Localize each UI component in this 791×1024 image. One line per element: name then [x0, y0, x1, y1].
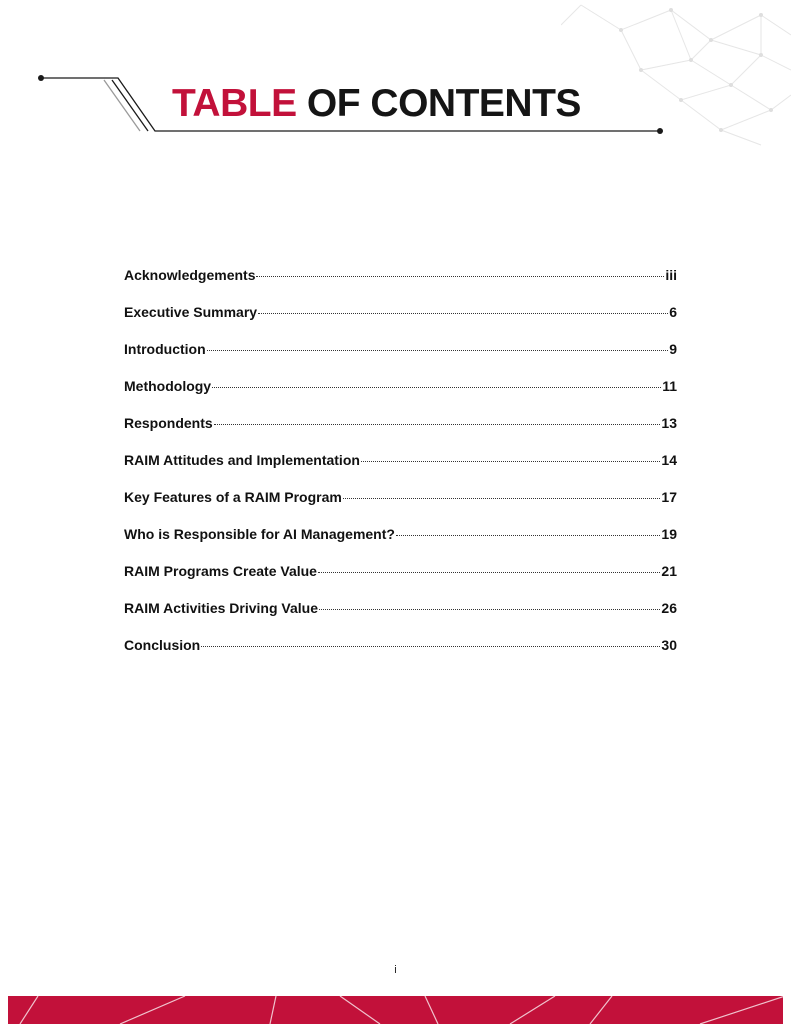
toc-entry-raim-activities[interactable] — [124, 600, 677, 637]
toc-entry-methodology[interactable] — [124, 378, 677, 415]
toc-page: 30 — [661, 637, 677, 653]
dot-leader — [212, 387, 661, 388]
toc-page: 13 — [661, 415, 677, 431]
toc-page: 21 — [661, 563, 677, 579]
dot-leader — [214, 424, 661, 425]
footer-band — [0, 996, 791, 1024]
title-accent: TABLE — [172, 82, 297, 125]
dot-leader — [361, 461, 660, 462]
dot-leader — [256, 276, 664, 277]
toc-page: 14 — [661, 452, 677, 468]
toc-entry-introduction[interactable] — [124, 341, 677, 378]
dot-leader — [258, 313, 668, 314]
toc-label: Methodology — [124, 378, 212, 394]
toc-label: Who is Responsible for AI Management? — [124, 526, 395, 542]
dot-leader — [207, 350, 669, 351]
dot-leader — [318, 572, 660, 573]
toc-entry-executive-summary[interactable] — [124, 304, 677, 341]
toc-label: RAIM Programs Create Value — [124, 563, 317, 579]
dot-leader — [201, 646, 660, 647]
toc-label: Acknowledgements — [124, 267, 256, 283]
page-title — [172, 80, 581, 128]
title-rest: OF CONTENTS — [296, 82, 581, 125]
toc-entry-conclusion[interactable] — [124, 637, 677, 674]
toc-page: 26 — [661, 600, 677, 616]
toc-page: 6 — [669, 304, 677, 320]
toc-entry-who-is-responsible[interactable] — [124, 526, 677, 563]
dot-leader — [343, 498, 661, 499]
dot-leader — [396, 535, 660, 536]
toc-label: RAIM Activities Driving Value — [124, 600, 318, 616]
toc-entry-key-features[interactable] — [124, 489, 677, 526]
toc-label: RAIM Attitudes and Implementation — [124, 452, 360, 468]
toc-page: 19 — [661, 526, 677, 542]
toc-page: 17 — [661, 489, 677, 505]
table-of-contents — [124, 267, 677, 674]
toc-label: Executive Summary — [124, 304, 258, 320]
toc-entry-acknowledgements[interactable] — [124, 267, 677, 304]
toc-entry-respondents[interactable] — [124, 415, 677, 452]
toc-entry-raim-attitudes[interactable] — [124, 452, 677, 489]
toc-page: iii — [665, 267, 677, 283]
dot-leader — [319, 609, 660, 610]
toc-label: Introduction — [124, 341, 206, 357]
toc-label: Conclusion — [124, 637, 201, 653]
toc-page: 11 — [662, 378, 677, 394]
toc-label: Key Features of a RAIM Program — [124, 489, 342, 505]
toc-label: Respondents — [124, 415, 213, 431]
toc-entry-raim-programs-value[interactable] — [124, 563, 677, 600]
page-number: i — [394, 964, 397, 976]
toc-page: 9 — [669, 341, 677, 357]
